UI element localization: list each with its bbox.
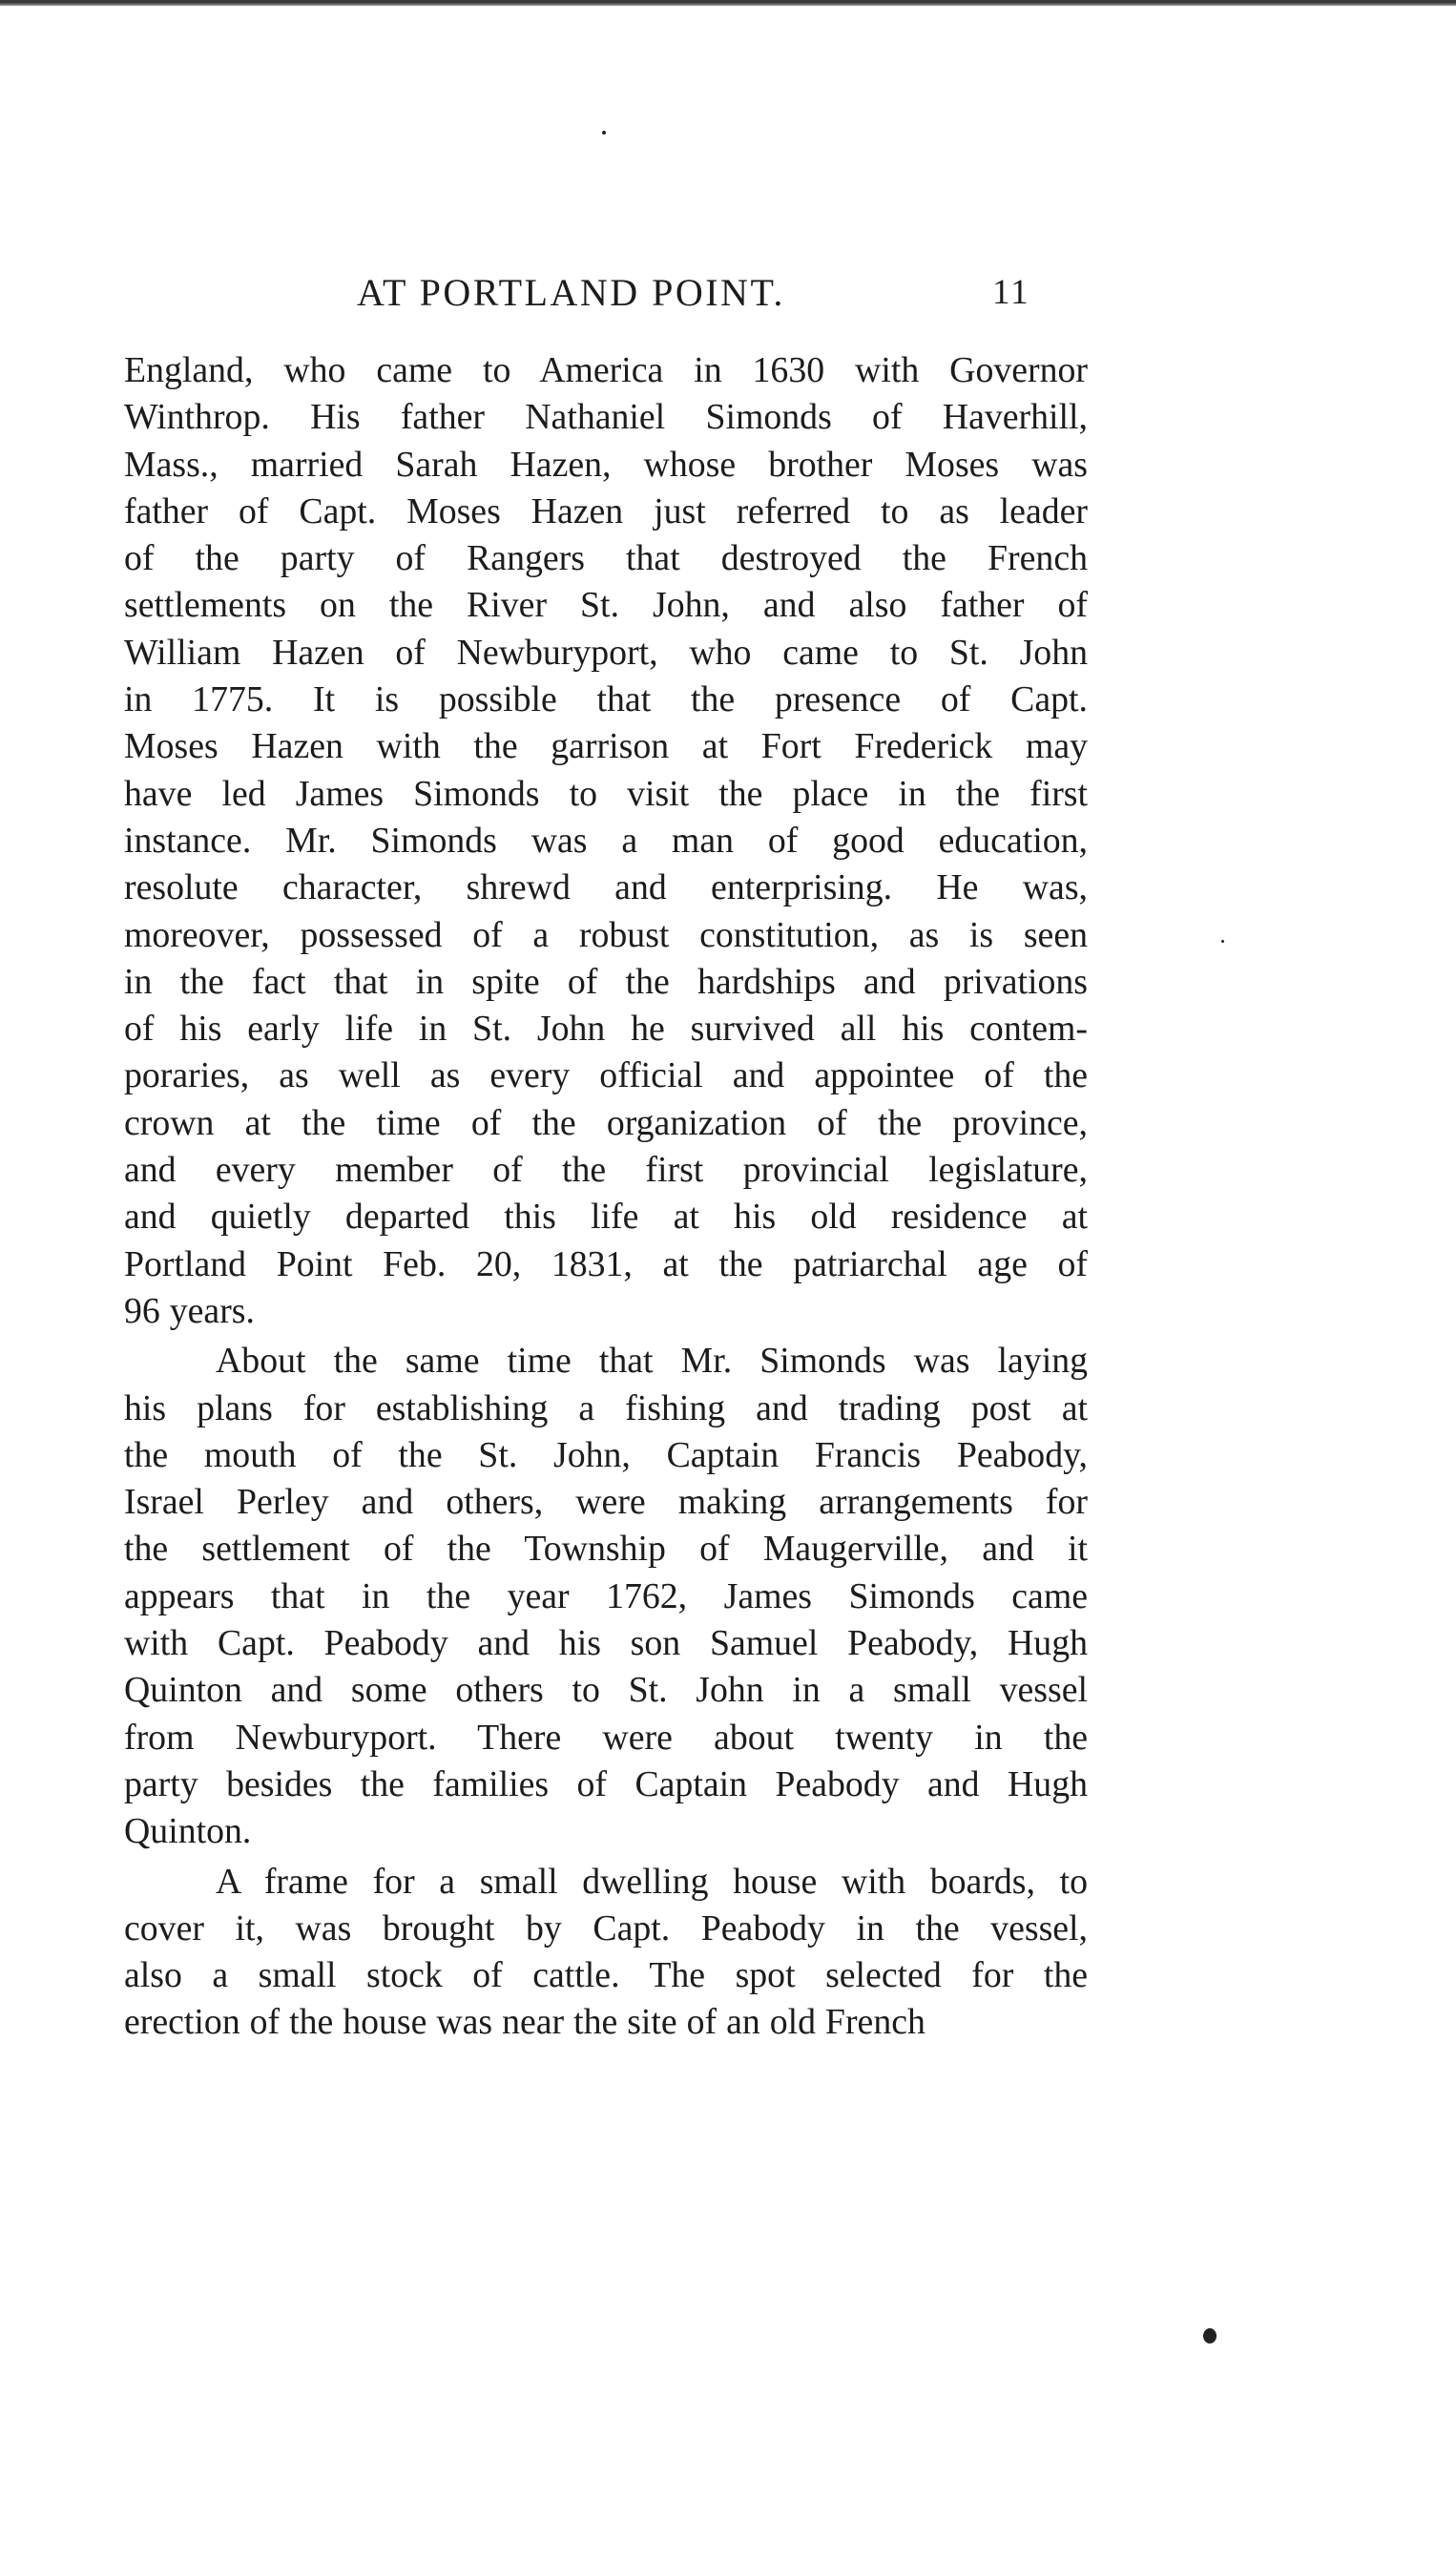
text-line: Mass., married Sarah Hazen, whose brother Moses was xyxy=(124,444,1088,485)
text-line: William Hazen of Newburyport, who came to St. John xyxy=(124,632,1088,673)
scan-top-edge xyxy=(0,0,1456,6)
text-line: erection of the house was near the site of an old French xyxy=(124,2002,926,2043)
page-number: 11 xyxy=(992,273,1030,312)
text-line: Quinton and some others to St. John in a small vessel xyxy=(124,1670,1088,1711)
text-line: and every member of the first provincial legislature, xyxy=(124,1150,1088,1191)
text-line: father of Capt. Moses Hazen just referred to as leader xyxy=(124,490,1088,531)
text-line: England, who came to America in 1630 with Governor xyxy=(124,350,1088,390)
text-line: A frame for a small dwelling house with boards, to xyxy=(216,1861,1088,1902)
text-line: and quietly departed this life at his old residence at xyxy=(124,1197,1088,1238)
text-line: resolute character, shrewd and enterprising. He was, xyxy=(124,867,1088,908)
text-line: the mouth of the St. John, Captain Francis Peabody, xyxy=(124,1434,1088,1475)
text-line: party besides the families of Captain Peabody and Hugh xyxy=(124,1763,1088,1804)
scan-speck xyxy=(602,131,606,135)
text-line: poraries, as well as every official and appointee of the xyxy=(124,1055,1088,1096)
text-line: Moses Hazen with the garrison at Fort Frederick may xyxy=(124,726,1088,767)
text-line: Quinton. xyxy=(124,1811,252,1852)
text-line: in the fact that in spite of the hardships and privations xyxy=(124,961,1088,1002)
text-line: also a small stock of cattle. The spot selected for the xyxy=(124,1955,1088,1996)
scan-speck xyxy=(1221,940,1224,943)
text-line: of the party of Rangers that destroyed the French xyxy=(124,538,1088,579)
paragraph xyxy=(124,1859,1088,2047)
text-line: Portland Point Feb. 20, 1831, at the patriarchal age of xyxy=(124,1243,1088,1284)
text-line: moreover, possessed of a robust constitution, as is seen xyxy=(124,914,1088,955)
text-line: from Newburyport. There were about twenty in the xyxy=(124,1717,1088,1758)
text-line: settlements on the River St. John, and also father of xyxy=(124,585,1088,626)
text-line: appears that in the year 1762, James Simonds came xyxy=(124,1575,1088,1616)
running-header xyxy=(0,264,1456,322)
text-line: About the same time that Mr. Simonds was laying xyxy=(216,1341,1088,1382)
text-line: have led James Simonds to visit the place in the first xyxy=(124,773,1088,814)
running-head-title: AT PORTLAND POINT. xyxy=(357,271,785,314)
text-line: instance. Mr. Simonds was a man of good education, xyxy=(124,820,1088,861)
paragraph xyxy=(124,347,1088,1335)
scan-speck xyxy=(1203,2328,1217,2344)
text-line: in 1775. It is possible that the presence of Capt. xyxy=(124,679,1088,720)
text-line: Israel Perley and others, were making arrangements for xyxy=(124,1482,1088,1523)
text-line: cover it, was brought by Capt. Peabody in the vessel, xyxy=(124,1907,1088,1948)
text-line: crown at the time of the organization of the province, xyxy=(124,1102,1088,1143)
text-line: the settlement of the Township of Maugerville, and it xyxy=(124,1529,1088,1570)
text-line: his plans for establishing a fishing and trading post at xyxy=(124,1387,1088,1428)
paragraph xyxy=(124,1338,1088,1855)
text-line: Winthrop. His father Nathaniel Simonds of Haverhill, xyxy=(124,397,1088,438)
text-line: with Capt. Peabody and his son Samuel Peabody, Hugh xyxy=(124,1623,1088,1664)
text-line: 96 years. xyxy=(124,1290,255,1331)
text-line: of his early life in St. John he survived all his contem- xyxy=(124,1009,1088,1050)
body-text xyxy=(124,347,1088,2047)
